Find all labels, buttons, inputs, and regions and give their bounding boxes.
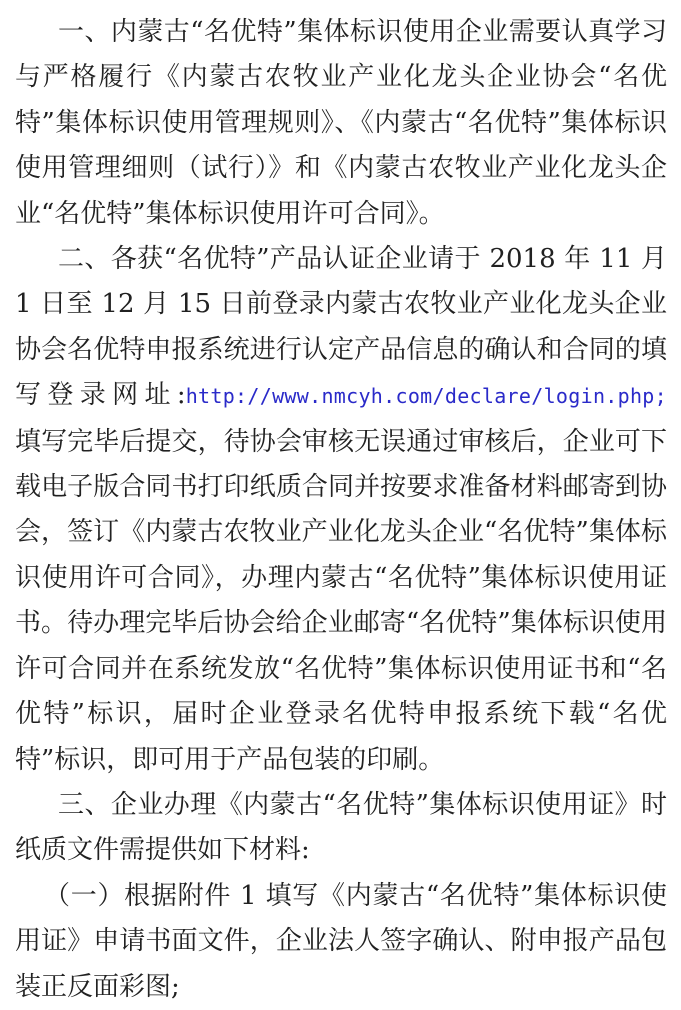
paragraph-4-list-item-1 <box>15 874 667 1010</box>
paragraph-2 <box>15 237 667 783</box>
paragraph-2-text-after-link: 填写完毕后提交，待协会审核无误通过审核后，企业可下载电子版合同书打印纸质合同并按要求准备材料邮寄到协会，签订《内蒙古农牧业产业化龙头企业“名优特”集体标识使用许可合同》，办理内蒙古“名优特”集体标识使用证书。待办理完毕后协会给企业邮寄“名优特”集体标识使用许可合同并在系统发放“名优特”集体标识使用证书和“名优特”标识，届时企业登录名优特申报系统下载“名优特”标识，即可用于产品包装的印刷。 <box>15 426 667 775</box>
paragraph-2-text-before-link: 二、各获“名优特”产品认证企业请于 2018 年 11 月 1 日至 12 月 15 日前登录内蒙古农牧业产业化龙头企业协会名优特申报系统进行认定产品信息的确认和合同的填写登录网址: <box>15 244 667 411</box>
paragraph-3 <box>15 783 667 874</box>
paragraph-4-text: （一）根据附件 1 填写《内蒙古“名优特”集体标识使用证》申请书面文件，企业法人签字确认、附申报产品包装正反面彩图; <box>15 880 667 1002</box>
declare-login-hyperlink[interactable]: http://www.nmcyh.com/declare/login.php; <box>185 384 667 409</box>
paragraph-3-text: 三、企业办理《内蒙古“名优特”集体标识使用证》时纸质文件需提供如下材料: <box>15 789 667 866</box>
paragraph-1 <box>15 10 667 237</box>
paragraph-1-text: 一、内蒙古“名优特”集体标识使用企业需要认真学习与严格履行《内蒙古农牧业产业化龙头企业协会“名优特”集体标识使用管理规则》、《内蒙古“名优特”集体标识使用管理细则（试行）》和《内蒙古农牧业产业化龙头企业“名优特”集体标识使用许可合同》。 <box>15 17 667 229</box>
